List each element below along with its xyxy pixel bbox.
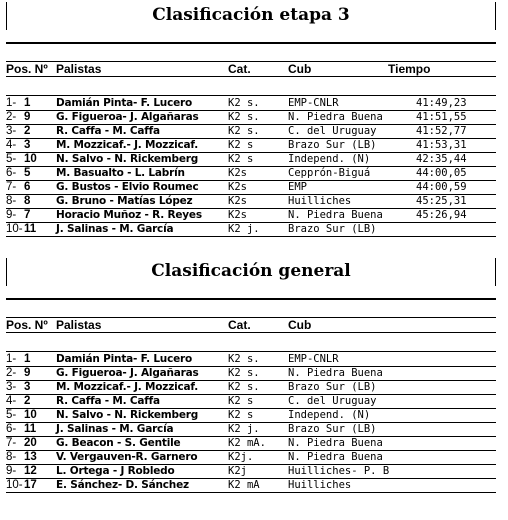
header-tiempo: Tiempo [388, 62, 431, 76]
row-club: C. del Uruguay [288, 125, 377, 137]
row-palistas: R. Caffa - M. Caffa [56, 395, 160, 407]
row-number: 10 [24, 153, 37, 165]
row-club: N. Piedra Buena [288, 367, 383, 379]
row-club: Independ. (N) [288, 153, 371, 165]
row-palistas: Horacio Muñoz - R. Reyes [56, 209, 202, 221]
row-palistas: N. Salvo - N. Rickemberg [56, 409, 199, 421]
row-category: K2 mA. [228, 437, 266, 449]
row-number: 3 [24, 381, 31, 393]
row-club: C. del Uruguay [288, 395, 377, 407]
row-club: Brazo Sur (LB) [288, 223, 377, 235]
row-club: EMP-CNLR [288, 97, 339, 109]
header-palistas: Palistas [56, 62, 102, 76]
row-position: 8- [6, 451, 17, 463]
row-club: Brazo Sur (LB) [288, 139, 377, 151]
row-number: 17 [24, 479, 37, 491]
row-number: 2 [24, 395, 31, 407]
row-category: K2s [228, 195, 247, 207]
table-row [6, 97, 496, 111]
table-row [6, 409, 496, 423]
row-category: K2 s. [228, 125, 260, 137]
row-category: K2 j. [228, 423, 260, 435]
row-category: K2s [228, 181, 247, 193]
row-club: Brazo Sur (LB) [288, 381, 377, 393]
row-palistas: G. Bustos - Elvio Roumec [56, 181, 199, 193]
row-number: 9 [24, 111, 31, 123]
row-number: 6 [24, 181, 31, 193]
row-category: K2 j. [228, 223, 260, 235]
row-palistas: M. Basualto - L. Labrín [56, 167, 185, 179]
row-category: K2s [228, 209, 247, 221]
row-number: 11 [24, 223, 37, 235]
row-position: 6- [6, 167, 17, 179]
row-category: K2 mA [228, 479, 260, 491]
row-position: 4- [6, 395, 17, 407]
row-time: 45:26,94 [416, 209, 467, 221]
table-row [6, 353, 496, 367]
row-number: 20 [24, 437, 37, 449]
row-position: 10- [6, 223, 23, 235]
row-time: 44:00,59 [416, 181, 467, 193]
row-category: K2 s. [228, 381, 260, 393]
table-row [6, 139, 496, 153]
row-number: 11 [24, 423, 37, 435]
row-position: 8- [6, 195, 17, 207]
table-row [6, 381, 496, 395]
etapa-divider-top [6, 42, 496, 44]
row-number: 3 [24, 139, 31, 151]
row-position: 9- [6, 465, 17, 477]
row-category: K2 s. [228, 367, 260, 379]
row-palistas: Damián Pinta- F. Lucero [56, 353, 193, 365]
row-club: Huilliches- P. B [288, 465, 390, 477]
row-number: 13 [24, 451, 37, 463]
row-club: EMP [288, 181, 307, 193]
row-number: 7 [24, 209, 31, 221]
row-club: Independ. (N) [288, 409, 371, 421]
general-divider-top [6, 298, 496, 300]
row-category: K2 s [228, 153, 254, 165]
row-club: N. Piedra Buena [288, 209, 383, 221]
row-palistas: G. Bruno - Matías López [56, 195, 193, 207]
row-position: 6- [6, 423, 17, 435]
row-number: 1 [24, 97, 31, 109]
etapa-table-header [6, 62, 496, 76]
table-row [6, 181, 496, 195]
etapa-header-line-bottom [6, 76, 496, 77]
etapa-title: Clasificación etapa 3 [152, 5, 350, 25]
row-time: 45:25,31 [416, 195, 467, 207]
general-header-line-bottom [6, 332, 496, 333]
etapa-rows-line-top [6, 95, 496, 96]
row-position: 7- [6, 437, 17, 449]
row-palistas: G. Figueroa- J. Algañaras [56, 367, 199, 379]
row-club: Huilliches [288, 195, 352, 207]
table-row [6, 125, 496, 139]
row-palistas: Damián Pinta- F. Lucero [56, 97, 193, 109]
row-palistas: G. Figueroa- J. Algañaras [56, 111, 199, 123]
row-club: N. Piedra Buena [288, 111, 383, 123]
general-title-box [6, 258, 496, 286]
row-position: 5- [6, 153, 17, 165]
table-row [6, 479, 496, 493]
row-position: 1- [6, 97, 17, 109]
row-category: K2j. [228, 451, 254, 463]
row-time: 41:53,31 [416, 139, 467, 151]
row-club: Cepprón-Biguá [288, 167, 371, 179]
row-category: K2j [228, 465, 247, 477]
row-palistas: J. Salinas - M. García [56, 223, 174, 235]
row-number: 1 [24, 353, 31, 365]
row-position: 10- [6, 479, 23, 491]
row-palistas: G. Beacon - S. Gentile [56, 437, 181, 449]
header-pos: Pos. Nº [6, 62, 48, 76]
row-position: 5- [6, 409, 17, 421]
row-number: 8 [24, 195, 31, 207]
table-row [6, 195, 496, 209]
row-number: 2 [24, 125, 31, 137]
row-palistas: E. Sánchez- D. Sánchez [56, 479, 189, 491]
row-position: 3- [6, 381, 17, 393]
header-cub: Cub [288, 318, 312, 332]
row-palistas: L. Ortega - J Robledo [56, 465, 175, 477]
row-position: 1- [6, 353, 17, 365]
row-category: K2s [228, 167, 247, 179]
table-row [6, 209, 496, 223]
row-club: N. Piedra Buena [288, 437, 383, 449]
row-time: 41:52,77 [416, 125, 467, 137]
row-time: 41:49,23 [416, 97, 467, 109]
row-category: K2 s [228, 395, 254, 407]
row-number: 12 [24, 465, 37, 477]
table-row [6, 167, 496, 181]
header-cat: Cat. [228, 318, 251, 332]
row-category: K2 s [228, 409, 254, 421]
row-position: 7- [6, 181, 17, 193]
row-time: 44:00,05 [416, 167, 467, 179]
header-palistas: Palistas [56, 318, 102, 332]
general-rows-line-top [6, 351, 496, 352]
row-position: 9- [6, 209, 17, 221]
row-club: Huilliches [288, 479, 352, 491]
row-time: 41:51,55 [416, 111, 467, 123]
table-row [6, 395, 496, 409]
row-palistas: N. Salvo - N. Rickemberg [56, 153, 199, 165]
table-row [6, 111, 496, 125]
row-palistas: V. Vergauven-R. Garnero [56, 451, 198, 463]
row-category: K2 s. [228, 97, 260, 109]
row-club: EMP-CNLR [288, 353, 339, 365]
row-position: 4- [6, 139, 17, 151]
header-pos: Pos. Nº [6, 318, 48, 332]
row-palistas: M. Mozzicaf.- J. Mozzicaf. [56, 381, 199, 393]
row-category: K2 s. [228, 111, 260, 123]
row-number: 10 [24, 409, 37, 421]
etapa-title-box [6, 2, 496, 30]
row-category: K2 s [228, 139, 254, 151]
table-row [6, 367, 496, 381]
header-cat: Cat. [228, 62, 251, 76]
row-category: K2 s. [228, 353, 260, 365]
table-row [6, 451, 496, 465]
table-row [6, 153, 496, 167]
general-title: Clasificación general [151, 261, 351, 281]
row-palistas: M. Mozzicaf.- J. Mozzicaf. [56, 139, 199, 151]
row-time: 42:35,44 [416, 153, 467, 165]
row-number: 5 [24, 167, 31, 179]
table-row [6, 465, 496, 479]
general-table-header [6, 318, 496, 332]
row-club: Brazo Sur (LB) [288, 423, 377, 435]
row-number: 9 [24, 367, 31, 379]
header-cub: Cub [288, 62, 312, 76]
row-club: N. Piedra Buena [288, 451, 383, 463]
table-row [6, 437, 496, 451]
row-palistas: R. Caffa - M. Caffa [56, 125, 160, 137]
row-position: 2- [6, 111, 17, 123]
row-position: 2- [6, 367, 17, 379]
table-row [6, 223, 496, 237]
table-row [6, 423, 496, 437]
row-position: 3- [6, 125, 17, 137]
row-palistas: J. Salinas - M. García [56, 423, 174, 435]
